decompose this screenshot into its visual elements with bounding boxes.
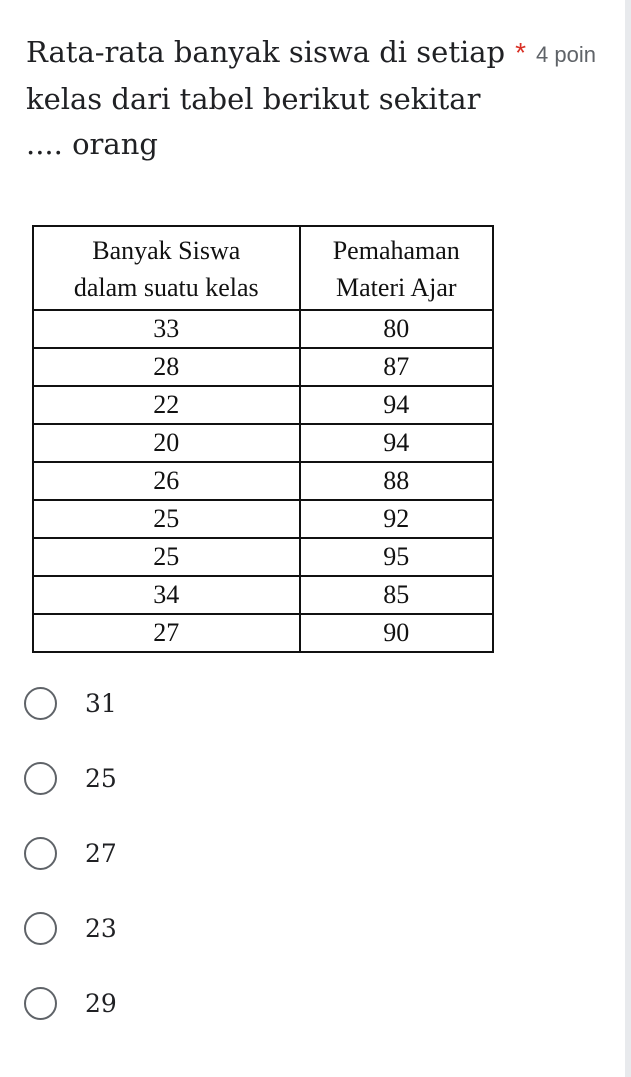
option-label: 27 xyxy=(85,838,117,868)
data-table xyxy=(32,225,494,653)
answer-option-4[interactable] xyxy=(24,908,117,948)
table-cell: 94 xyxy=(300,386,493,424)
points-label: 4 poin xyxy=(536,42,596,67)
option-label: 25 xyxy=(85,763,117,793)
table-row xyxy=(33,576,493,614)
table-cell: 85 xyxy=(300,576,493,614)
table-cell: 28 xyxy=(33,348,300,386)
table-cell: 80 xyxy=(300,310,493,348)
radio-button[interactable] xyxy=(24,837,57,870)
table-cell: 94 xyxy=(300,424,493,462)
table-row xyxy=(33,310,493,348)
table-row xyxy=(33,500,493,538)
table-row xyxy=(33,462,493,500)
radio-button[interactable] xyxy=(24,912,57,945)
table-row xyxy=(33,386,493,424)
table-cell: 34 xyxy=(33,576,300,614)
radio-button[interactable] xyxy=(24,687,57,720)
answer-option-5[interactable] xyxy=(24,983,117,1023)
option-label: 29 xyxy=(85,988,117,1018)
table-cell: 95 xyxy=(300,538,493,576)
answer-options xyxy=(24,683,117,1058)
table-row xyxy=(33,348,493,386)
answer-option-3[interactable] xyxy=(24,833,117,873)
table-cell: 25 xyxy=(33,500,300,538)
answer-option-1[interactable] xyxy=(24,683,117,723)
question-block xyxy=(26,30,626,167)
option-label: 23 xyxy=(85,913,117,943)
required-asterisk: * xyxy=(515,37,527,68)
radio-button[interactable] xyxy=(24,762,57,795)
header-line: dalam suatu kelas xyxy=(73,273,259,302)
question-image-table xyxy=(32,225,494,653)
table-cell: 88 xyxy=(300,462,493,500)
question-title-line-1 xyxy=(26,30,626,77)
table-cell: 22 xyxy=(33,386,300,424)
header-line: Pemahaman xyxy=(332,236,460,265)
header-line: Banyak Siswa xyxy=(92,236,241,265)
question-text-line-3: .... orang xyxy=(26,127,158,161)
table-cell: 90 xyxy=(300,614,493,652)
table-row xyxy=(33,538,493,576)
table-cell: 25 xyxy=(33,538,300,576)
table-header-cell xyxy=(300,226,493,310)
table-header-row xyxy=(33,226,493,310)
radio-button[interactable] xyxy=(24,987,57,1020)
table-cell: 92 xyxy=(300,500,493,538)
question-text-line-2: kelas dari tabel berikut sekitar xyxy=(26,82,481,116)
table-cell: 33 xyxy=(33,310,300,348)
answer-option-2[interactable] xyxy=(24,758,117,798)
question-text-line-1: Rata-rata banyak siswa di setiap xyxy=(26,35,506,69)
table-cell: 27 xyxy=(33,614,300,652)
table-cell: 20 xyxy=(33,424,300,462)
table-cell: 87 xyxy=(300,348,493,386)
header-line: Materi Ajar xyxy=(335,273,457,302)
table-row xyxy=(33,614,493,652)
table-row xyxy=(33,424,493,462)
table-cell: 26 xyxy=(33,462,300,500)
table-header-cell xyxy=(33,226,300,310)
option-label: 31 xyxy=(85,688,117,718)
